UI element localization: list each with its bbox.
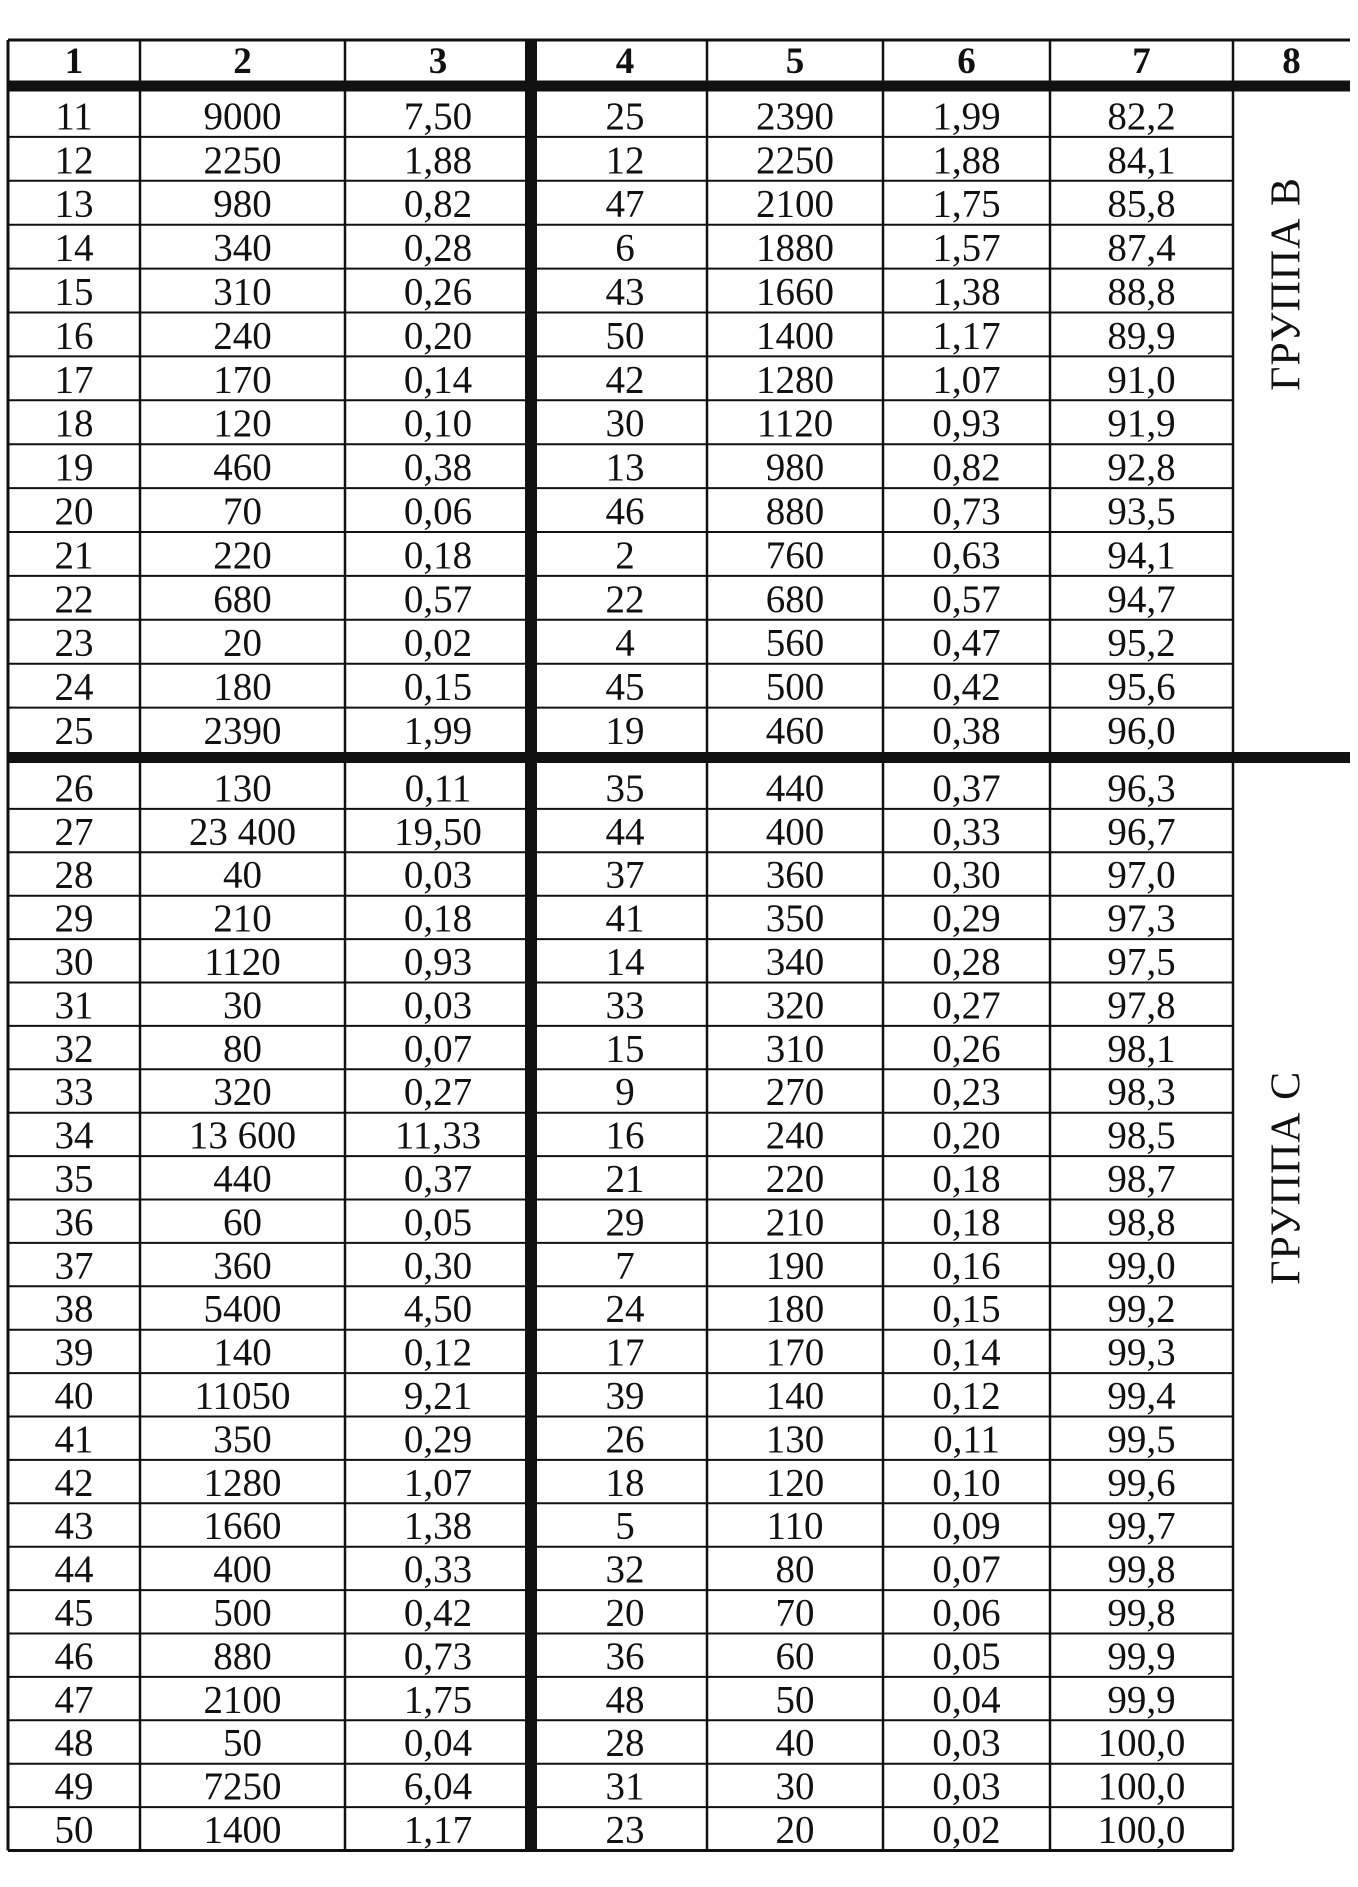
table-cell: 32 xyxy=(605,1548,645,1592)
table-cell: 0,37 xyxy=(403,1157,473,1201)
table-cell: 2 xyxy=(615,533,635,577)
table-cell: 46 xyxy=(605,490,645,533)
table-cell: 50 xyxy=(775,1678,815,1722)
table-cell: 0,10 xyxy=(932,1461,1001,1505)
table-cell: 88,8 xyxy=(1107,270,1176,314)
table-cell: 96,7 xyxy=(1107,810,1176,854)
table-cell: 100,0 xyxy=(1097,1765,1186,1809)
table-cell: 9 xyxy=(615,1070,635,1114)
table-cell: 0,30 xyxy=(403,1244,473,1288)
column-header: 7 xyxy=(1132,41,1151,82)
group-label: ГРУППА В xyxy=(1263,177,1310,391)
table-cell: 0,11 xyxy=(404,766,472,810)
table-cell: 37 xyxy=(605,853,645,897)
table-cell: 97,0 xyxy=(1107,853,1176,897)
table-cell: 50 xyxy=(54,1808,94,1852)
table-cell: 1,07 xyxy=(932,358,1001,402)
table-cell: 70 xyxy=(223,490,262,533)
table-cell: 0,73 xyxy=(403,1634,473,1678)
table-cell: 93,5 xyxy=(1107,490,1176,533)
table-cell: 980 xyxy=(765,446,825,490)
table-cell: 340 xyxy=(765,940,825,984)
table-cell: 0,38 xyxy=(403,446,473,490)
table-cell: 0,42 xyxy=(932,665,1001,709)
table-cell: 30 xyxy=(54,940,94,984)
table-cell: 98,5 xyxy=(1107,1114,1176,1158)
table-cell: 170 xyxy=(765,1331,825,1375)
table-cell: 99,6 xyxy=(1107,1461,1176,1505)
table-cell: 15 xyxy=(605,1027,645,1071)
table-cell: 1280 xyxy=(756,358,834,402)
table-cell: 50 xyxy=(605,314,645,358)
table-cell: 0,29 xyxy=(932,897,1001,941)
table-cell: 880 xyxy=(765,490,825,533)
table-cell: 0,04 xyxy=(932,1678,1001,1722)
table-cell: 92,8 xyxy=(1107,446,1176,490)
table-cell: 30 xyxy=(775,1765,815,1809)
table-cell: 29 xyxy=(605,1200,645,1244)
table-cell: 1,88 xyxy=(403,138,473,182)
table-cell: 0,03 xyxy=(932,1765,1001,1809)
table-cell: 96,0 xyxy=(1107,709,1176,753)
table-cell: 0,18 xyxy=(403,897,473,941)
table-cell: 0,28 xyxy=(932,940,1001,984)
table-cell: 1280 xyxy=(203,1461,282,1505)
table-cell: 0,38 xyxy=(932,709,1001,753)
table-cell: 0,30 xyxy=(932,853,1001,897)
table-cell: 28 xyxy=(54,853,94,897)
table-cell: 9000 xyxy=(203,94,282,138)
table-cell: 440 xyxy=(213,1157,272,1201)
table-cell: 6 xyxy=(615,226,635,270)
table-cell: 12 xyxy=(605,138,645,182)
table-cell: 13 600 xyxy=(188,1114,297,1158)
table-cell: 99,4 xyxy=(1107,1374,1176,1418)
table-cell: 1,17 xyxy=(932,314,1001,358)
table-cell: 47 xyxy=(605,182,645,226)
table-cell: 0,05 xyxy=(932,1634,1001,1678)
table-cell: 35 xyxy=(54,1157,94,1201)
table-cell: 1,88 xyxy=(932,138,1001,182)
table-cell: 99,9 xyxy=(1107,1678,1176,1722)
table-cell: 0,03 xyxy=(403,853,473,897)
table-cell: 0,07 xyxy=(403,1027,473,1071)
table-cell: 48 xyxy=(54,1721,94,1765)
table-cell: 110 xyxy=(766,1504,824,1548)
table-cell: 99,5 xyxy=(1107,1417,1176,1461)
table-cell: 5400 xyxy=(203,1287,282,1331)
table-cell: 43 xyxy=(605,270,645,314)
table-cell: 2100 xyxy=(203,1678,282,1722)
table-cell: 0,20 xyxy=(403,314,473,358)
table-cell: 1660 xyxy=(756,270,834,314)
table-cell: 23 xyxy=(54,621,94,665)
table-cell: 1,75 xyxy=(403,1678,473,1722)
table-cell: 1400 xyxy=(203,1808,282,1852)
table-cell: 0,63 xyxy=(932,533,1001,577)
table-cell: 0,93 xyxy=(932,402,1001,446)
table-cell: 48 xyxy=(605,1678,645,1722)
table-cell: 97,8 xyxy=(1107,983,1176,1027)
table-cell: 0,47 xyxy=(932,621,1001,665)
table-cell: 97,5 xyxy=(1107,940,1176,984)
table-cell: 0,16 xyxy=(932,1244,1001,1288)
table-cell: 95,2 xyxy=(1107,621,1176,665)
table-cell: 0,02 xyxy=(403,621,473,665)
table-cell: 39 xyxy=(54,1331,94,1375)
table-cell: 1,17 xyxy=(403,1808,473,1852)
table-cell: 44 xyxy=(54,1548,94,1592)
table-cell: 100,0 xyxy=(1097,1721,1186,1765)
table-cell: 36 xyxy=(54,1200,94,1244)
table-cell: 0,10 xyxy=(403,402,473,446)
table-cell: 980 xyxy=(213,182,272,226)
table-cell: 0,73 xyxy=(932,490,1001,533)
table-cell: 98,7 xyxy=(1107,1157,1176,1201)
table-cell: 97,3 xyxy=(1107,897,1176,941)
table-cell: 39 xyxy=(605,1374,645,1418)
table-cell: 32 xyxy=(54,1027,94,1071)
table-cell: 350 xyxy=(213,1417,272,1461)
table-cell: 2250 xyxy=(756,138,834,182)
table-cell: 99,2 xyxy=(1107,1287,1176,1331)
table-cell: 20 xyxy=(54,490,94,533)
table-cell: 100,0 xyxy=(1097,1808,1186,1852)
table-cell: 170 xyxy=(213,358,272,402)
table-cell: 120 xyxy=(213,402,272,446)
table-cell: 31 xyxy=(54,983,94,1027)
table-cell: 0,15 xyxy=(403,665,473,709)
table-cell: 36 xyxy=(605,1634,645,1678)
table-cell: 1,38 xyxy=(932,270,1001,314)
table-cell: 0,27 xyxy=(932,983,1001,1027)
table-cell: 180 xyxy=(765,1287,825,1331)
table-cell: 33 xyxy=(605,983,645,1027)
table-cell: 87,4 xyxy=(1107,226,1176,270)
table-cell: 2390 xyxy=(756,94,834,138)
table-cell: 49 xyxy=(54,1765,94,1809)
table-cell: 85,8 xyxy=(1107,182,1176,226)
table-cell: 1120 xyxy=(204,940,281,984)
table-cell: 0,33 xyxy=(932,810,1001,854)
table-cell: 460 xyxy=(765,709,825,753)
table-cell: 310 xyxy=(213,270,272,314)
table-cell: 34 xyxy=(54,1114,94,1158)
table-cell: 0,06 xyxy=(932,1591,1001,1635)
table-cell: 2250 xyxy=(203,138,282,182)
table-cell: 6,04 xyxy=(403,1765,473,1809)
table-cell: 18 xyxy=(54,402,94,446)
table-cell: 35 xyxy=(605,766,645,810)
table-cell: 0,18 xyxy=(403,533,473,577)
table-cell: 22 xyxy=(54,577,94,621)
table-cell: 82,2 xyxy=(1107,94,1176,138)
table-cell: 130 xyxy=(213,766,272,810)
table-cell: 30 xyxy=(223,983,262,1027)
table-cell: 9,21 xyxy=(403,1374,473,1418)
table-cell: 44 xyxy=(605,810,645,854)
table-cell: 0,14 xyxy=(403,358,473,402)
table-cell: 0,11 xyxy=(933,1417,1000,1461)
table-cell: 400 xyxy=(213,1548,272,1592)
table-cell: 0,12 xyxy=(932,1374,1001,1418)
table-cell: 0,28 xyxy=(403,226,473,270)
table-cell: 21 xyxy=(605,1157,645,1201)
table-cell: 0,23 xyxy=(932,1070,1001,1114)
table-cell: 14 xyxy=(54,226,94,270)
table-cell: 0,06 xyxy=(403,490,473,533)
table-cell: 60 xyxy=(223,1200,262,1244)
table-cell: 320 xyxy=(213,1070,272,1114)
table-cell: 24 xyxy=(605,1287,645,1331)
table-cell: 1,07 xyxy=(403,1461,473,1505)
table-cell: 130 xyxy=(765,1417,825,1461)
column-header: 6 xyxy=(957,41,976,82)
table-cell: 1,57 xyxy=(932,226,1001,270)
table-cell: 98,1 xyxy=(1107,1027,1176,1071)
table-cell: 360 xyxy=(213,1244,272,1288)
table-cell: 89,9 xyxy=(1107,314,1176,358)
table-cell: 0,37 xyxy=(932,766,1001,810)
table-cell: 20 xyxy=(605,1591,645,1635)
table-cell: 99,8 xyxy=(1107,1591,1176,1635)
table-cell: 11 xyxy=(55,94,93,138)
table-cell: 0,82 xyxy=(403,182,473,226)
table-cell: 680 xyxy=(765,577,825,621)
table-cell: 7 xyxy=(615,1244,635,1288)
table-cell: 80 xyxy=(775,1548,815,1592)
table-cell: 400 xyxy=(765,810,825,854)
table-cell: 12 xyxy=(54,138,94,182)
table-cell: 2390 xyxy=(203,709,282,753)
table-cell: 0,26 xyxy=(932,1027,1001,1071)
column-header: 8 xyxy=(1282,41,1301,82)
table-cell: 0,07 xyxy=(932,1548,1001,1592)
table-cell: 0,26 xyxy=(403,270,473,314)
table-cell: 14 xyxy=(605,940,645,984)
table-cell: 0,18 xyxy=(932,1200,1001,1244)
group-label: ГРУППА С xyxy=(1263,1070,1310,1285)
table-cell: 19,50 xyxy=(394,810,482,854)
table-cell: 22 xyxy=(605,577,645,621)
table-cell: 94,1 xyxy=(1107,533,1176,577)
column-header: 5 xyxy=(785,41,805,82)
table-cell: 220 xyxy=(213,533,272,577)
table-cell: 99,8 xyxy=(1107,1548,1176,1592)
table-cell: 760 xyxy=(765,533,825,577)
table-cell: 220 xyxy=(765,1157,825,1201)
table-cell: 98,8 xyxy=(1107,1200,1176,1244)
table-cell: 23 400 xyxy=(188,810,297,854)
table-cell: 0,09 xyxy=(932,1504,1001,1548)
table-cell: 210 xyxy=(765,1200,825,1244)
table-cell: 99,0 xyxy=(1107,1244,1176,1288)
table-cell: 1400 xyxy=(756,314,834,358)
table-cell: 500 xyxy=(765,665,825,709)
column-header: 4 xyxy=(615,41,635,82)
table-cell: 91,0 xyxy=(1107,358,1176,402)
table-cell: 41 xyxy=(54,1417,94,1461)
table-cell: 440 xyxy=(765,766,825,810)
table-cell: 460 xyxy=(213,446,272,490)
table-cell: 350 xyxy=(765,897,825,941)
table-cell: 38 xyxy=(54,1287,94,1331)
table-cell: 2100 xyxy=(756,182,834,226)
table-cell: 43 xyxy=(54,1504,94,1548)
table-cell: 60 xyxy=(775,1634,815,1678)
table-cell: 46 xyxy=(54,1634,94,1678)
table-cell: 180 xyxy=(213,665,272,709)
table-cell: 7,50 xyxy=(403,94,473,138)
table-cell: 31 xyxy=(605,1765,645,1809)
table-cell: 20 xyxy=(223,621,262,665)
table-cell: 70 xyxy=(775,1591,815,1635)
table-cell: 0,82 xyxy=(932,446,1001,490)
table-cell: 140 xyxy=(765,1374,825,1418)
table-cell: 340 xyxy=(213,226,272,270)
table-cell: 15 xyxy=(54,270,94,314)
table-cell: 0,14 xyxy=(932,1331,1001,1375)
column-header: 3 xyxy=(428,41,448,82)
table-cell: 29 xyxy=(54,897,94,941)
table-cell: 40 xyxy=(223,853,262,897)
table-cell: 45 xyxy=(54,1591,94,1635)
table-cell: 0,57 xyxy=(403,577,473,621)
table-cell: 11,33 xyxy=(394,1114,482,1158)
table-cell: 0,05 xyxy=(403,1200,473,1244)
table-cell: 19 xyxy=(54,446,94,490)
table-cell: 16 xyxy=(605,1114,645,1158)
table-cell: 0,12 xyxy=(403,1331,473,1375)
table-cell: 99,9 xyxy=(1107,1634,1176,1678)
table-cell: 13 xyxy=(54,182,94,226)
table-cell: 99,7 xyxy=(1107,1504,1176,1548)
table-cell: 23 xyxy=(605,1808,645,1852)
table-cell: 26 xyxy=(54,766,94,810)
table-cell: 25 xyxy=(605,94,645,138)
table-cell: 21 xyxy=(54,533,94,577)
table-cell: 47 xyxy=(54,1678,94,1722)
table-cell: 0,27 xyxy=(403,1070,473,1114)
table-cell: 26 xyxy=(605,1417,645,1461)
table-cell: 0,03 xyxy=(403,983,473,1027)
table-cell: 310 xyxy=(765,1027,825,1071)
table-cell: 0,04 xyxy=(403,1721,473,1765)
table-cell: 4 xyxy=(615,621,635,665)
table-cell: 1,38 xyxy=(403,1504,473,1548)
table-cell: 140 xyxy=(213,1331,272,1375)
table-cell: 270 xyxy=(765,1070,825,1114)
table-cell: 80 xyxy=(223,1027,262,1071)
table-cell: 0,29 xyxy=(403,1417,473,1461)
table-cell: 16 xyxy=(54,314,94,358)
table-cell: 4,50 xyxy=(403,1287,473,1331)
table-cell: 240 xyxy=(213,314,272,358)
table-cell: 1,75 xyxy=(932,182,1001,226)
table-cell: 20 xyxy=(775,1808,815,1852)
table-cell: 0,02 xyxy=(932,1808,1001,1852)
table-cell: 17 xyxy=(54,358,94,402)
table-cell: 13 xyxy=(605,446,645,490)
table-cell: 40 xyxy=(775,1721,815,1765)
table-cell: 360 xyxy=(765,853,825,897)
table-cell: 0,20 xyxy=(932,1114,1001,1158)
table-cell: 120 xyxy=(765,1461,825,1505)
table-cell: 24 xyxy=(54,665,94,709)
table-cell: 95,6 xyxy=(1107,665,1176,709)
table-cell: 190 xyxy=(765,1244,825,1288)
column-header: 2 xyxy=(233,41,252,82)
table-cell: 1880 xyxy=(756,226,834,270)
table-cell: 27 xyxy=(54,810,94,854)
table-cell: 42 xyxy=(54,1461,94,1505)
table-cell: 40 xyxy=(54,1374,94,1418)
table-cell: 33 xyxy=(54,1070,94,1114)
table-cell: 7250 xyxy=(203,1765,282,1809)
table-cell: 98,3 xyxy=(1107,1070,1176,1114)
table-cell: 99,3 xyxy=(1107,1331,1176,1375)
table-cell: 17 xyxy=(605,1331,645,1375)
table-cell: 30 xyxy=(605,402,645,446)
table-cell: 1660 xyxy=(203,1504,282,1548)
table-cell: 210 xyxy=(213,897,272,941)
table-cell: 45 xyxy=(605,665,645,709)
table-cell: 18 xyxy=(605,1461,645,1505)
table-cell: 0,15 xyxy=(932,1287,1001,1331)
table-cell: 25 xyxy=(54,709,94,753)
table-cell: 19 xyxy=(605,709,645,753)
column-header: 1 xyxy=(64,41,84,82)
table-cell: 0,42 xyxy=(403,1591,473,1635)
table-cell: 1,99 xyxy=(403,709,473,753)
table-cell: 1,99 xyxy=(932,94,1001,138)
table-cell: 560 xyxy=(765,621,825,665)
table-cell: 1120 xyxy=(756,402,834,446)
table-cell: 37 xyxy=(54,1244,94,1288)
table-cell: 680 xyxy=(213,577,272,621)
table-cell: 96,3 xyxy=(1107,766,1176,810)
table-cell: 0,57 xyxy=(932,577,1001,621)
table-cell: 50 xyxy=(223,1721,262,1765)
table-cell: 5 xyxy=(615,1504,635,1548)
table-cell: 0,93 xyxy=(403,940,473,984)
table-cell: 500 xyxy=(213,1591,272,1635)
table-cell: 880 xyxy=(213,1634,272,1678)
table-cell: 0,33 xyxy=(403,1548,473,1592)
table-cell: 84,1 xyxy=(1107,138,1176,182)
table-cell: 41 xyxy=(605,897,645,941)
table-cell: 28 xyxy=(605,1721,645,1765)
table-cell: 42 xyxy=(605,358,645,402)
table-cell: 320 xyxy=(765,983,825,1027)
table-cell: 91,9 xyxy=(1107,402,1176,446)
table-cell: 0,18 xyxy=(932,1157,1001,1201)
table-cell: 94,7 xyxy=(1107,577,1176,621)
table-cell: 0,03 xyxy=(932,1721,1001,1765)
table-cell: 11050 xyxy=(194,1374,291,1418)
table-cell: 240 xyxy=(765,1114,825,1158)
